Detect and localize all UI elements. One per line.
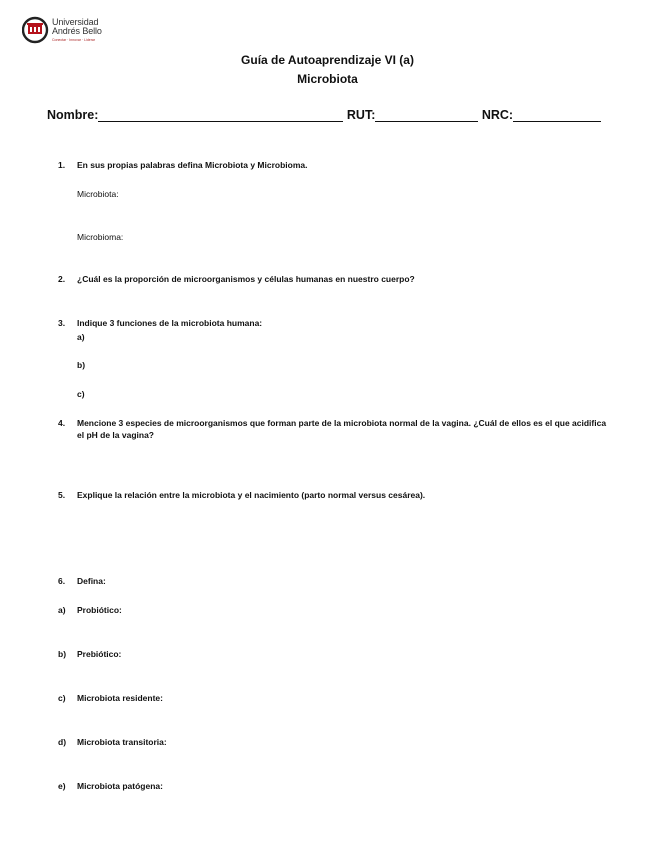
student-info-row	[47, 108, 617, 122]
question-1-sub-microbioma: Microbioma:	[77, 232, 124, 242]
question-4-number: 4.	[58, 418, 66, 428]
question-5-text: Explique la relación entre la microbiota y el nacimiento (parto normal versus cesárea).	[77, 490, 426, 500]
question-2-number: 2.	[58, 274, 66, 284]
nombre-field[interactable]	[98, 109, 343, 122]
nombre-label: Nombre:	[47, 108, 99, 122]
definition-c-letter: c)	[58, 693, 66, 703]
definition-c-text: Microbiota residente:	[77, 693, 163, 703]
university-logo	[22, 14, 122, 48]
definition-e-text: Microbiota patógena:	[77, 781, 163, 791]
logo-line-1: Universidad	[52, 17, 99, 27]
rut-label: RUT:	[346, 108, 376, 122]
logo-line-2: Andrés Bello	[52, 26, 102, 36]
definition-a-text: Probiótico:	[77, 605, 122, 615]
question-5-number: 5.	[58, 490, 66, 500]
nrc-label: NRC:	[481, 108, 514, 122]
question-4-text: Mencione 3 especies de microorganismos que forman parte de la microbiota normal de la vagina. ¿Cuál de ellos es el que acidifica el pH de la vagina?	[77, 418, 607, 440]
definition-b-text: Prebiótico:	[77, 649, 122, 659]
logo-wordmark	[52, 18, 102, 36]
rut-field[interactable]	[375, 109, 478, 122]
definition-d-letter: d)	[58, 737, 67, 747]
page-title: Guía de Autoaprendizaje VI (a)	[241, 53, 414, 67]
question-1-text: En sus propias palabras defina Microbiota y Microbioma.	[77, 160, 308, 170]
question-2-text: ¿Cuál es la proporción de microorganismos y células humanas en nuestro cuerpo?	[77, 274, 415, 284]
question-3-number: 3.	[58, 318, 66, 328]
question-6-number: 6.	[58, 576, 66, 586]
definition-a-letter: a)	[58, 605, 66, 615]
nrc-field[interactable]	[513, 109, 601, 122]
page-subtitle: Microbiota	[297, 72, 358, 86]
definition-b-letter: b)	[58, 649, 67, 659]
question-3-item-b: b)	[77, 360, 86, 370]
question-1-sub-microbiota: Microbiota:	[77, 189, 119, 199]
definition-d-text: Microbiota transitoria:	[77, 737, 167, 747]
question-1-number: 1.	[58, 160, 66, 170]
university-crest-icon	[22, 14, 50, 48]
logo-tagline: Conectar · Innovar · Liderar	[52, 38, 95, 42]
question-3-item-c: c)	[77, 389, 85, 399]
question-6-text: Defina:	[77, 576, 106, 586]
question-3-item-a: a)	[77, 332, 85, 342]
definition-e-letter: e)	[58, 781, 66, 791]
question-3-text: Indique 3 funciones de la microbiota humana:	[77, 318, 263, 328]
